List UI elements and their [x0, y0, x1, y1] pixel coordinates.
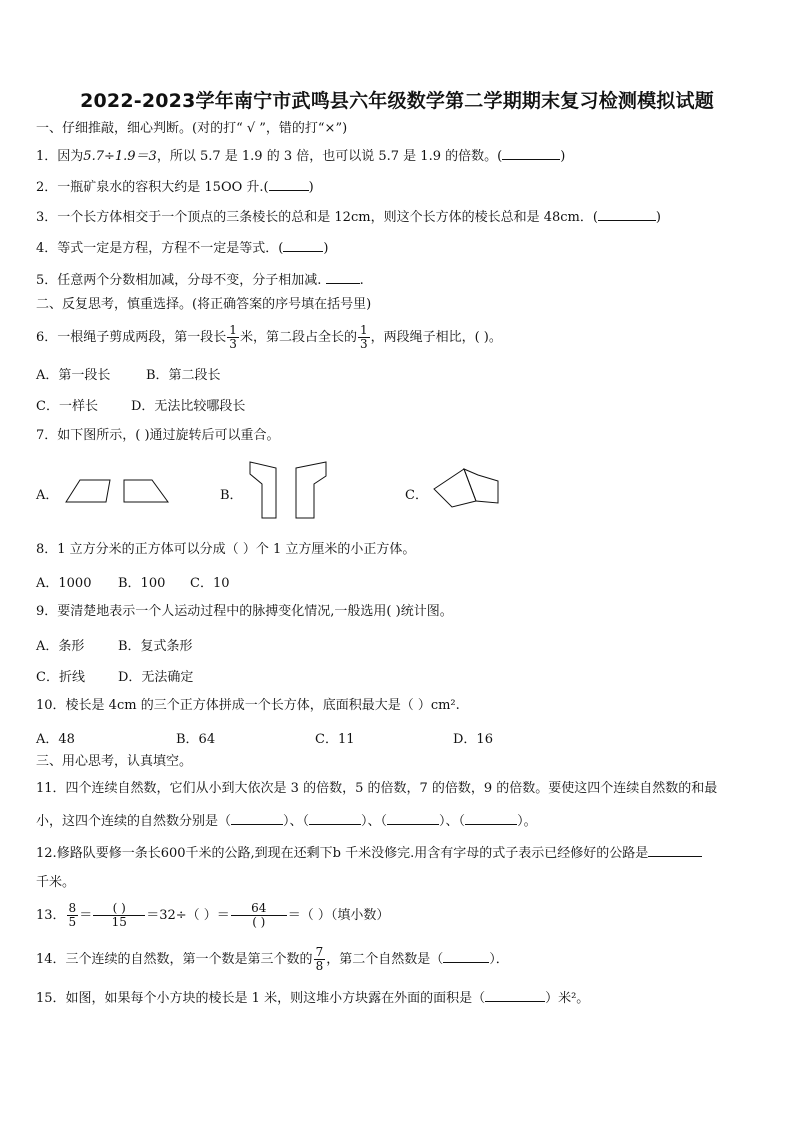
q13-f1-denominator: 5	[68, 915, 77, 929]
q4-answer-blank[interactable]	[283, 238, 323, 252]
q7-number: 7．	[36, 428, 58, 443]
q1-number: 1．	[36, 149, 58, 164]
question-14	[36, 946, 509, 974]
quad-shape-2	[464, 469, 498, 503]
q13-f3-numerator: 64	[231, 902, 287, 916]
q8-number: 8．	[36, 542, 58, 557]
q11-close: ）。	[517, 814, 537, 829]
question-15	[36, 988, 589, 1008]
question-7	[36, 427, 280, 445]
q11-separator-3: ）、（	[439, 814, 466, 829]
q2-close: )	[308, 180, 314, 195]
q6-number: 6．	[36, 330, 58, 345]
q15-number: 15．	[36, 991, 66, 1006]
q3-number: 3．	[36, 210, 58, 225]
q14-fraction	[314, 946, 326, 973]
q14-text-b: ，第二个自然数是（	[326, 952, 444, 967]
q13-f3-denominator: ( )	[252, 915, 266, 929]
q11-text-2: 小，这四个连续的自然数分别是（	[36, 814, 232, 829]
q4-close: )	[323, 241, 329, 256]
q13-f2-numerator: ( )	[93, 902, 145, 916]
q1-answer-blank[interactable]	[502, 146, 560, 160]
page-title: 2022-2023学年南宁市武鸣县六年级数学第二学期期末复习检测模拟试题	[80, 90, 714, 112]
q5-number: 5．	[36, 273, 58, 288]
q6-fraction-2	[358, 324, 370, 351]
q8-text: 1 立方分米的正方体可以分成（ ）个 1 立方厘米的小正方体。	[57, 542, 416, 557]
q9-number: 9．	[36, 604, 58, 619]
q12-text-1: 修路队要修一条长600千米的公路,到现在还剩下b 千米没修完.用含有字母的式子表示已经修好的公路是	[56, 846, 649, 861]
q9-option-a[interactable]: A．条形	[36, 639, 85, 654]
q11-answer-blank-3[interactable]	[387, 811, 439, 825]
q5-answer-blank[interactable]	[326, 270, 360, 284]
trapezoid-shape-2	[124, 480, 168, 502]
q14-answer-blank[interactable]	[443, 949, 489, 963]
quad-shape-1	[434, 469, 476, 507]
q9-option-c[interactable]: C．折线	[36, 670, 85, 685]
question-10	[36, 697, 460, 715]
q4-text: 等式一定是方程，方程不一定是等式．(	[57, 241, 284, 256]
q13-fraction-3[interactable]	[231, 902, 287, 929]
q6-frac1-denominator: 3	[229, 337, 237, 351]
q9-option-b[interactable]: B．复式条形	[118, 639, 193, 654]
q11-separator-1: ）、（	[283, 814, 310, 829]
q3-answer-blank[interactable]	[598, 207, 656, 221]
q7-option-b-figure	[248, 460, 338, 522]
q4-number: 4．	[36, 241, 58, 256]
q13-f2-denominator: 15	[111, 915, 127, 929]
q5-close: .	[359, 273, 364, 288]
trapezoid-shape-1	[66, 480, 110, 502]
question-6	[36, 324, 502, 351]
q7-option-b-label[interactable]: B．	[220, 488, 243, 503]
q9-option-d[interactable]: D．无法确定	[118, 670, 194, 685]
q11-number: 11．	[36, 781, 66, 796]
q10-option-c[interactable]: C．11	[315, 732, 355, 747]
question-2	[36, 177, 314, 197]
question-8	[36, 541, 415, 559]
bracket-shape-2	[296, 462, 326, 518]
question-9	[36, 603, 453, 621]
q12-answer-blank[interactable]	[648, 843, 702, 857]
q10-option-a[interactable]: A．48	[36, 732, 75, 747]
q10-number: 10．	[36, 698, 66, 713]
section-heading-2: 二、反复思考，慎重选择。(将正确答案的序号填在括号里)	[36, 297, 372, 312]
q14-denominator: 8	[315, 959, 324, 973]
question-11-line-2	[36, 811, 537, 831]
q15-text: 如图，如果每个小方块的棱长是 1 米，则这堆小方块露在外面的面积是（	[65, 991, 486, 1006]
q13-fraction-2[interactable]	[93, 902, 145, 929]
q12-number: 12.	[36, 846, 57, 861]
q6-text-b: 米，第二段占全长的	[239, 330, 357, 345]
question-13	[36, 902, 389, 930]
q13-fraction-1	[67, 902, 79, 929]
q11-text-1: 四个连续自然数，它们从小到大依次是 3 的倍数，5 的倍数，7 的倍数，9 的倍数。要使这四个连续自然数的和最	[65, 781, 718, 796]
q1-close: )	[560, 149, 566, 164]
q6-option-d[interactable]: D．无法比较哪段长	[131, 399, 246, 414]
q8-option-a[interactable]: A．1000	[36, 576, 92, 591]
q10-option-b[interactable]: B．64	[176, 732, 216, 747]
q14-number: 14．	[36, 952, 66, 967]
q13-equals: ＝	[79, 908, 93, 923]
q10-option-d[interactable]: D．16	[453, 732, 493, 747]
q6-frac1-numerator: 1	[229, 323, 237, 337]
q15-close: ）米²。	[545, 991, 590, 1006]
q13-f1-numerator: 8	[68, 901, 77, 915]
q7-option-a-label[interactable]: A．	[36, 488, 59, 503]
q14-close: ）．	[489, 952, 509, 967]
q6-option-b[interactable]: B．第二段长	[146, 368, 221, 383]
q13-tail: ＝（ ）（填小数）	[287, 908, 390, 923]
q6-frac2-numerator: 1	[359, 323, 368, 337]
question-5	[36, 270, 364, 290]
q6-frac2-denominator: 3	[359, 337, 368, 351]
q8-option-c[interactable]: C．10	[190, 576, 230, 591]
q8-option-b[interactable]: B．100	[118, 576, 166, 591]
q7-option-c-label[interactable]: C．	[405, 488, 428, 503]
question-1	[36, 146, 565, 166]
question-12-line-2: 千米。	[36, 875, 76, 890]
q14-text-a: 三个连续的自然数，第一个数是第三个数的	[65, 952, 313, 967]
q10-text: 棱长是 4cm 的三个正方体拼成一个长方体，底面积最大是（ ）cm².	[65, 698, 460, 713]
q2-number: 2．	[36, 180, 58, 195]
q11-answer-blank-1[interactable]	[231, 811, 283, 825]
question-3	[36, 207, 661, 227]
q7-option-c-figure	[432, 465, 504, 509]
question-4	[36, 238, 328, 258]
q3-text: 一个长方体相交于一个顶点的三条棱长的总和是 12cm，则这个长方体的棱长总和是 48cm．(	[57, 210, 598, 225]
q1-expression: 5.7÷1.9＝3	[83, 149, 157, 164]
question-11-line-1	[36, 780, 717, 798]
q13-middle: ＝32÷（ ）＝	[146, 908, 230, 923]
q2-answer-blank[interactable]	[269, 177, 309, 191]
section-heading-1: 一、仔细推敲，细心判断。(对的打“ √ ”，错的打“×”)	[36, 121, 348, 136]
q9-text: 要清楚地表示一个人运动过程中的脉搏变化情况,一般选用( )统计图。	[57, 604, 453, 619]
q6-text-c: ，两段绳子相比，( )。	[370, 330, 502, 345]
question-12-line-1	[36, 843, 702, 863]
q5-text: 任意两个分数相加减，分母不变，分子相加减.	[57, 273, 322, 288]
q6-text-a: 一根绳子剪成两段，第一段长	[57, 330, 227, 345]
q2-text: 一瓶矿泉水的容积大约是 15OO 升.(	[57, 180, 269, 195]
q15-answer-blank[interactable]	[485, 988, 545, 1002]
q14-numerator: 7	[315, 945, 324, 959]
q1-pre: 因为	[57, 149, 84, 164]
q6-option-c[interactable]: C．一样长	[36, 399, 98, 414]
q7-text: 如下图所示，( )通过旋转后可以重合。	[57, 428, 280, 443]
q1-text: ，所以 5.7 是 1.9 的 3 倍，也可以说 5.7 是 1.9 的倍数。(	[156, 149, 503, 164]
bracket-shape-1	[250, 462, 276, 518]
q3-close: )	[655, 210, 661, 225]
q6-fraction-1	[227, 324, 239, 351]
q13-number: 13．	[36, 908, 66, 923]
q11-answer-blank-4[interactable]	[465, 811, 517, 825]
section-heading-3: 三、用心思考，认真填空。	[36, 754, 193, 769]
q11-separator-2: ）、（	[361, 814, 388, 829]
q7-option-a-figure	[62, 474, 172, 508]
q6-option-a[interactable]: A．第一段长	[36, 368, 111, 383]
q11-answer-blank-2[interactable]	[309, 811, 361, 825]
